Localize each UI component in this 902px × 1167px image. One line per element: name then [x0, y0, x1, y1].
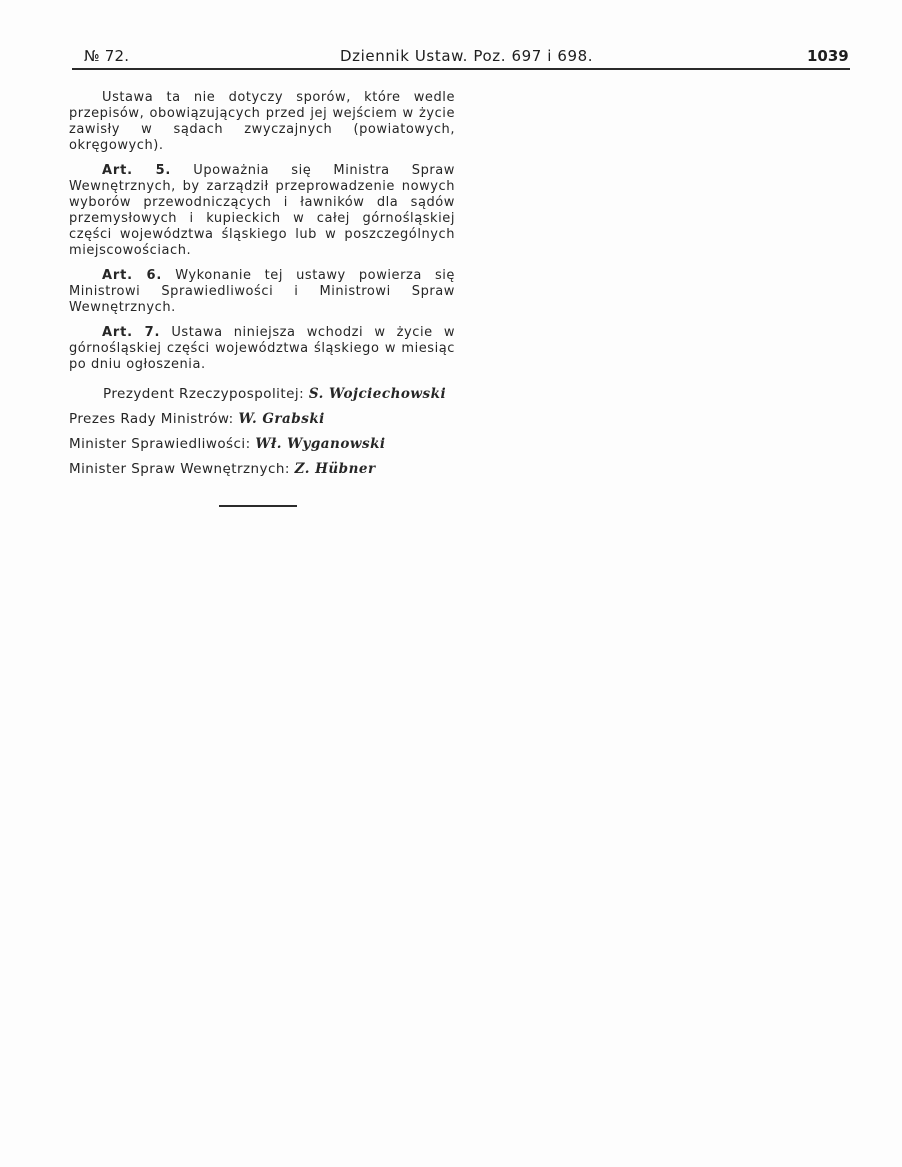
signature-name: Wł. Wyganowski [255, 436, 386, 452]
page-number: 1039 [807, 47, 849, 65]
issue-number: № 72. [84, 47, 130, 65]
signature-justice-minister [69, 432, 455, 457]
signature-role: Minister Sprawiedliwości: [69, 436, 251, 452]
article-7-label: Art. 7. [102, 325, 161, 340]
signature-role: Minister Spraw Wewnętrznych: [69, 461, 290, 477]
signature-president [69, 382, 455, 407]
intro-paragraph: Ustawa ta nie dotyczy sporów, które wedle przepisów, obowiązujących przed jej wejściem w życie zawisły w sądach zwyczajnych (powiatowych, okręgowych). [69, 90, 455, 153]
article-6-text: Wykonanie tej ustawy powierza się Ministrowi Sprawiedliwości i Ministrowi Spraw Wewnętrznych. [69, 268, 455, 315]
signature-role: Prezes Rady Ministrów: [69, 411, 234, 427]
header-divider [72, 68, 850, 70]
article-5-text: Upoważnia się Ministra Spraw Wewnętrznych, by zarządził przeprowadzenie nowych wyborów przewodniczących i ławników dla sądów przemysłowych i kupieckich w całej górnośląskiej części województwa śląskiego lub w poszczególnych miejscowościach. [69, 163, 455, 258]
signature-name: S. Wojciechowski [308, 386, 447, 402]
signature-name: Z. Hübner [294, 461, 376, 477]
article-5 [69, 163, 455, 259]
signature-name: W. Grabski [238, 411, 325, 427]
signature-role: Prezydent Rzeczypospolitej: [103, 386, 305, 402]
closing-divider [219, 505, 297, 507]
article-7 [69, 325, 455, 373]
journal-title: Dziennik Ustaw. Poz. 697 i 698. [340, 47, 594, 65]
signature-interior-minister [69, 457, 455, 482]
text-column [69, 90, 455, 482]
signature-prime-minister [69, 407, 455, 432]
article-6 [69, 268, 455, 316]
article-5-label: Art. 5. [102, 163, 172, 178]
article-7-text: Ustawa niniejsza wchodzi w życie w górnośląskiej części województwa śląskiego w miesiąc po dniu ogłoszenia. [69, 325, 455, 372]
article-6-label: Art. 6. [102, 268, 163, 283]
signatures-block [69, 382, 455, 482]
